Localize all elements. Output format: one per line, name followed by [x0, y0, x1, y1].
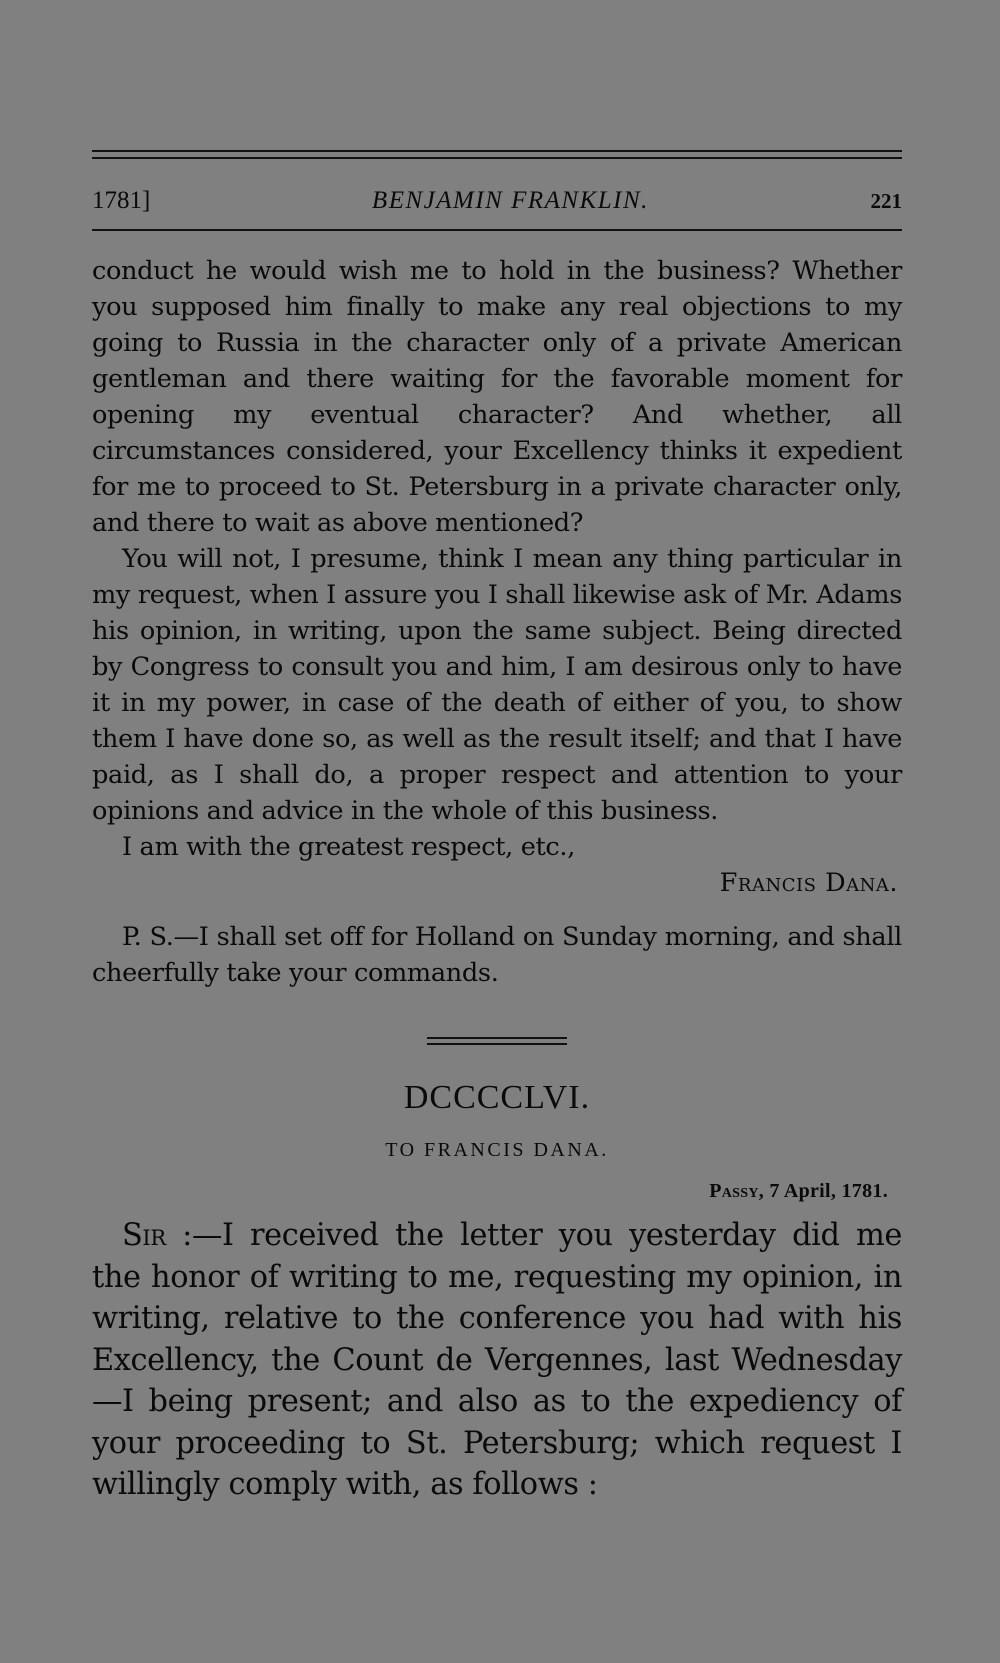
new-letter	[92, 1215, 902, 1506]
closing: I am with the greatest respect, etc.,	[122, 832, 575, 862]
paragraph: You will not, I presume, think I mean any thing particular in my request, when I assure you I shall likewise ask of Mr. Adams his opinion, in writing, upon the same subject. Being directed by Congress to consult you and him, I am desirous only to have it in my power, in case of the death of either of you, to show them I have done so, as well as the result itself; and that I have paid, as I shall do, a proper respect and attention to your opinions and advice in the whole of this business.	[92, 544, 902, 826]
paragraph: conduct he would wish me to hold in the business? Whether you supposed him finally to make any real objections to my going to Russia in the character only of a private American gentleman and there waiting for the favorable moment for opening my eventual character? And whether, all circumstances considered, your Excellency thinks it expedient for me to proceed to St. Petersburg in a private character only, and there to wait as above mentioned?	[92, 256, 902, 538]
running-head	[92, 187, 902, 221]
salutation: Sir	[122, 1218, 166, 1253]
previous-letter	[92, 253, 902, 991]
dateline-place: Passy,	[709, 1180, 765, 1202]
section-separator	[427, 1037, 567, 1045]
letter-number: DCCCCLVI.	[403, 1079, 591, 1116]
header-year: 1781]	[92, 187, 151, 214]
letter-body-text: :—I received the letter you yesterday did me the honor of writing to me, requesting my opinion, in writing, relative to the conference you had with his Excellency, the Count de Vergennes, last Wednesday—I being present; and also as to the expediency of your proceeding to St. Petersburg; which request I willingly comply with, as follows :	[92, 1218, 902, 1502]
book-page	[92, 150, 902, 1506]
dateline	[92, 1180, 902, 1203]
header-rule	[92, 229, 902, 231]
header-double-rule	[92, 150, 902, 159]
header-title: BENJAMIN FRANKLIN.	[371, 187, 649, 214]
page-number: 221	[870, 189, 902, 213]
addressee: TO FRANCIS DANA.	[385, 1139, 609, 1161]
letter-body	[92, 1215, 902, 1506]
signature: Francis Dana.	[719, 868, 898, 898]
postscript: P. S.—I shall set off for Holland on Sunday morning, and shall cheerfully take your commands.	[92, 922, 902, 988]
dateline-date: 7 April, 1781.	[769, 1180, 888, 1202]
